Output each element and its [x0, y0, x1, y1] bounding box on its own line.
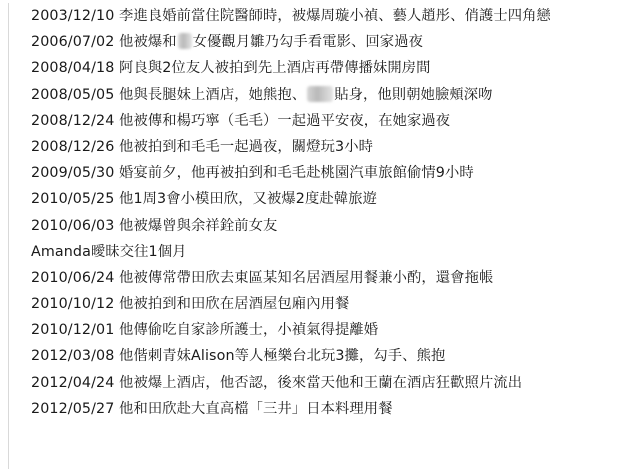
timeline-entry: 2010/05/25 他1周3會小模田欣，又被爆2度赴韓旅遊 [31, 191, 377, 208]
event-timeline-document [8, 3, 640, 469]
timeline-entry: 2010/06/24 他被傳常帶田欣去東區某知名居酒屋用餐兼小酌，還會拖帳 [31, 269, 494, 286]
timeline-entry: 2012/05/27 他和田欣赴大直高檔「三井」日本料理用餐 [31, 400, 393, 417]
timeline-entry: 2010/10/12 他被拍到和田欣在居酒屋包廂內用餐 [31, 296, 350, 313]
timeline-entry: 2010/12/01 他傳偷吃自家診所護士，小禎氣得提離婚 [31, 322, 379, 339]
timeline-entry: 2009/05/30 婚宴前夕，他再被拍到和毛毛赴桃園汽車旅館偷情9小時 [31, 165, 474, 182]
timeline-entry: 2012/04/24 他被爆上酒店，他否認，後來當天他和王蘭在酒店狂歡照片流出 [31, 374, 523, 391]
timeline-entry: 2008/04/18 阿良與2位友人被拍到先上酒店再帶傳播妹開房間 [31, 60, 431, 77]
timeline-entry: 2003/12/10 李進良婚前當住院醫師時，被爆周璇小禎、藝人趙彤、俏護士四角戀 [31, 8, 551, 24]
timeline-entry: 2006/07/02 他被爆和 女優觀月雛乃勾手看電影、回家過夜 [31, 34, 423, 51]
censored-blur [307, 86, 333, 102]
timeline-entry: 2010/06/03 他被爆曾與余祥銓前女友 [31, 217, 278, 234]
timeline-entry: 2008/12/26 他被拍到和毛毛一起過夜，關燈玩3小時 [31, 138, 373, 155]
timeline-entry: 2012/03/08 他偕刺青妹Alison等人極樂台北玩3攤，勾手、熊抱 [31, 348, 446, 365]
timeline-entry: 2008/05/05 他與長腿妹上酒店，她熊抱、 貼身，他則朝她臉頰深吻 [31, 86, 493, 103]
timeline-entry: 2008/12/24 他被傳和楊巧寧（毛毛）一起過平安夜，在她家過夜 [31, 112, 451, 129]
censored-blur [178, 33, 192, 49]
timeline-entry: Amanda曖昧交往1個月 [31, 243, 187, 260]
